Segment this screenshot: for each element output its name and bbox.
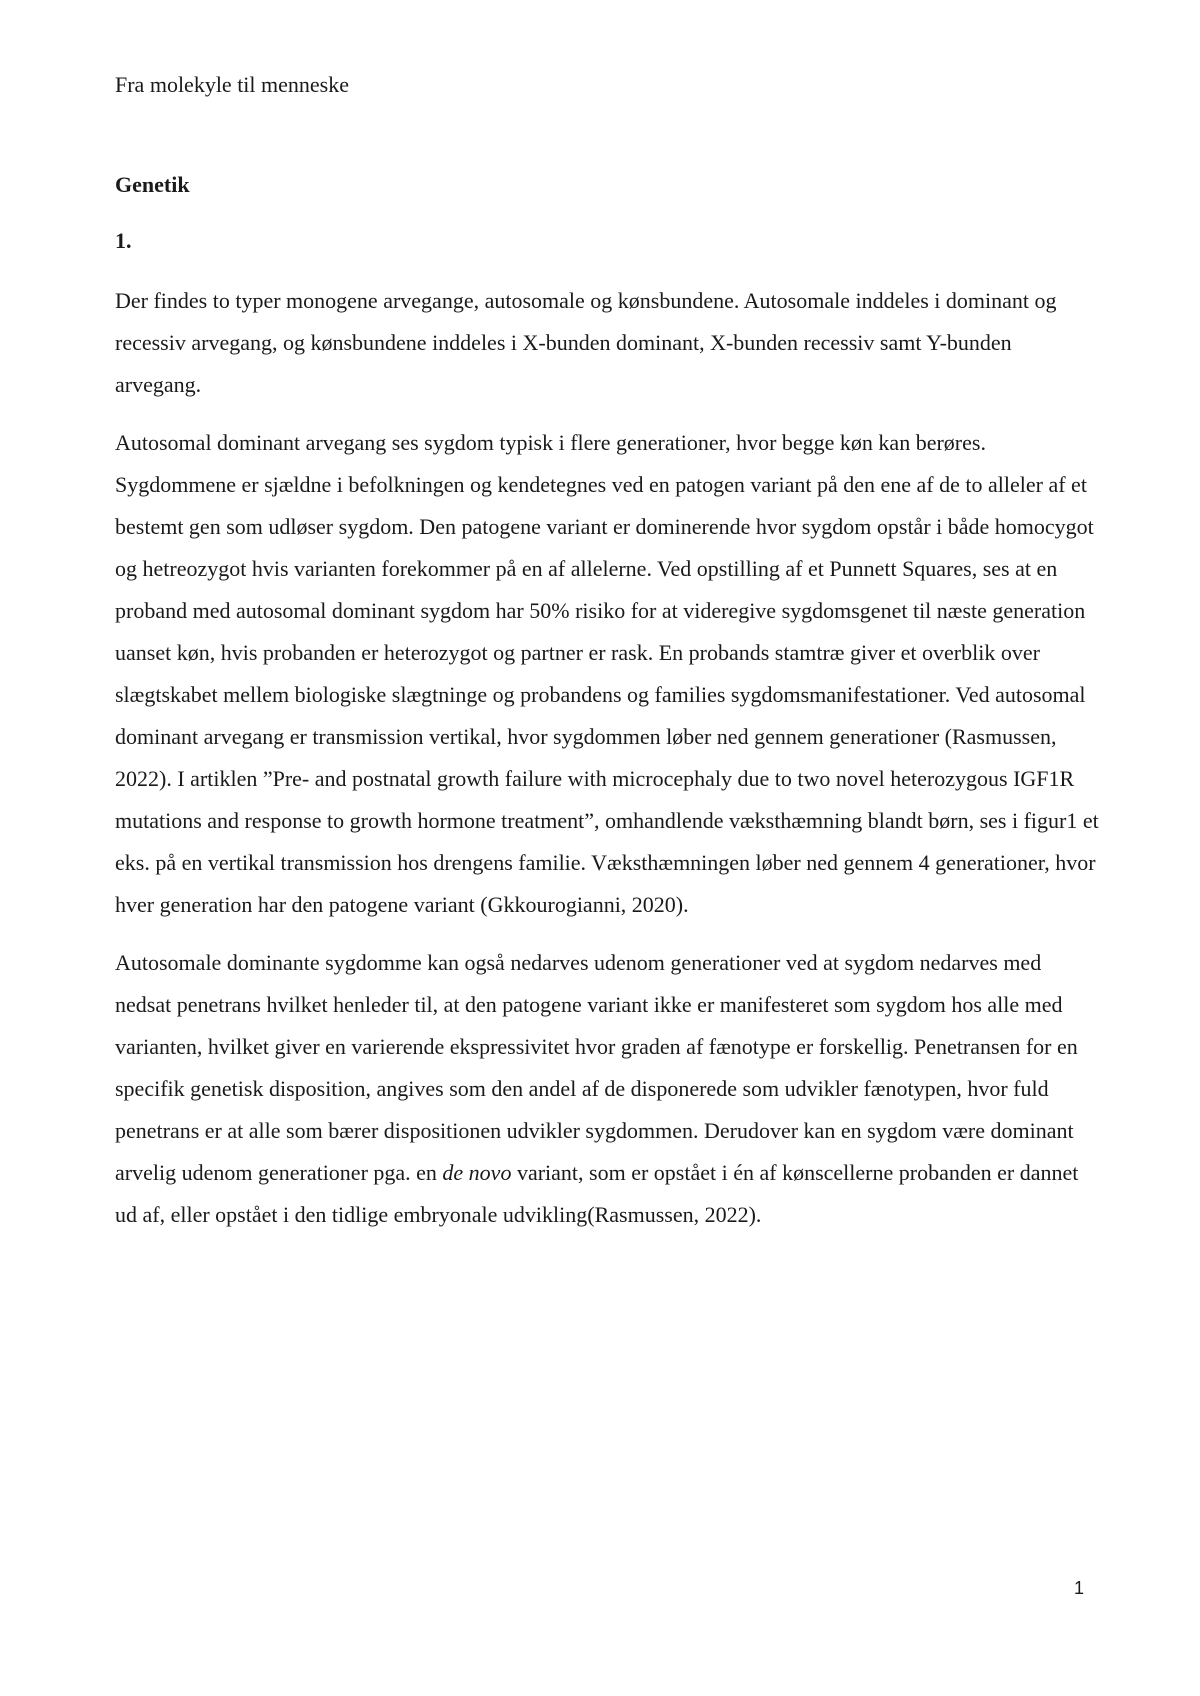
paragraph-penetrans <box>115 942 1100 1236</box>
page-content <box>115 170 1100 1252</box>
paragraph-arvegange: Der findes to typer monogene arvegange, autosomale og kønsbundene. Autosomale inddeles i dominant og recessiv arvegang, og kønsbundene inddeles i X-bunden dominant, X-bunden recessiv samt Y-bunden arvegang. <box>115 288 1057 397</box>
page-header: Fra molekyle til menneske <box>115 72 349 97</box>
page-number: 1 <box>1074 1578 1085 1598</box>
paragraph-penetrans-text-1: Autosomale dominante sygdomme kan også nedarves udenom generationer ved at sygdom nedarves med nedsat penetrans hvilket henleder til, at den patogene variant ikke er manifesteret som sygdom hos alle med varianten, hvilket giver en varierende ekspressivitet hvor graden af fænotype er forskellig. Penetransen for en specifik genetisk disposition, angives som den andel af de disponerede som udvikler fænotypen, hvor fuld penetrans er at alle som bærer dispositionen udvikler sygdommen. Derudover kan en sygdom være dominant arvelig udenom generationer pga. en <box>115 950 1078 1185</box>
paragraph-penetrans-text-2: variant, som er opstået i én af kønscellerne probanden er dannet ud af, eller opstået i den tidlige embryonale udvikling(Rasmussen, 2022). <box>115 1160 1079 1227</box>
paragraph-autosomal-dominant: Autosomal dominant arvegang ses sygdom typisk i flere generationer, hvor begge køn kan berøres. Sygdommene er sjældne i befolkningen og kendetegnes ved en patogen variant på den ene af de to alleler af et bestemt gen som udløser sygdom. Den patogene variant er dominerende hvor sygdom opstår i både homocygot og hetreozygot hvis varianten forekommer på en af allelerne. Ved opstilling af et Punnett Squares, ses at en proband med autosomal dominant sygdom har 50% risiko for at videregive sygdomsgenet til næste generation uanset køn, hvis probanden er heterozygot og partner er rask. En probands stamtræ giver et overblik over slægtskabet mellem biologiske slægtninge og probandens og families sygdomsmanifestationer. Ved autosomal dominant arvegang er transmission vertikal, hvor sygdommen løber ned gennem generationer (Rasmussen, 2022). I artiklen ”Pre- and postnatal growth failure with microcephaly due to two novel heterozygous IGF1R mutations and response to growth hormone treatment”, omhandlende væksthæmning blandt børn, ses i figur1 et eks. på en vertikal transmission hos drengens familie. Væksthæmningen løber ned gennem 4 generationer, hvor hver generation har den patogene variant (Gkkourogianni, 2020). <box>115 430 1099 917</box>
question-number: 1. <box>115 228 132 253</box>
de-novo-italic: de novo <box>442 1160 512 1185</box>
section-title: Genetik <box>115 172 190 197</box>
